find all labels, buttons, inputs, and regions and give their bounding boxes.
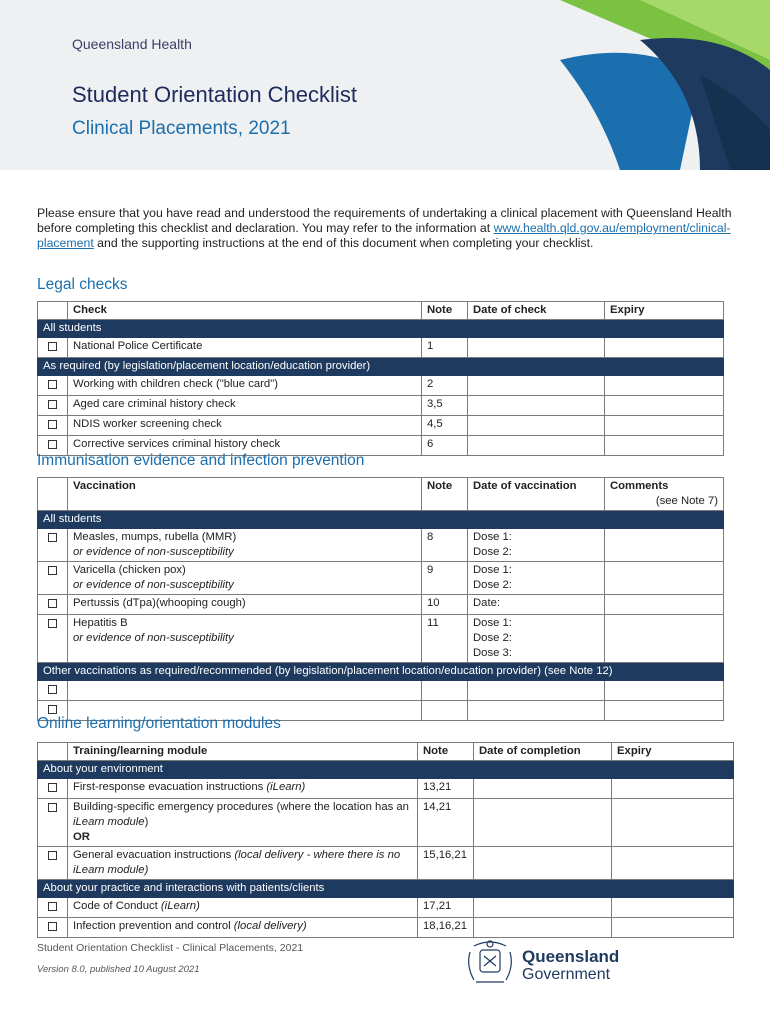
dose-field[interactable]: Dose 1: Dose 2: Dose 3:: [468, 615, 605, 663]
comments-field[interactable]: [605, 681, 724, 701]
comments-field[interactable]: [605, 595, 724, 615]
date-field[interactable]: [468, 416, 605, 436]
date-field[interactable]: [474, 847, 612, 880]
page-title: Student Orientation Checklist: [72, 82, 357, 107]
dose-field[interactable]: Date:: [468, 595, 605, 615]
col-note: Note: [422, 302, 468, 320]
footer-title: Student Orientation Checklist - Clinical Placements, 2021: [37, 942, 304, 954]
table-row: Corrective services criminal history check 6: [38, 436, 724, 456]
col-comments: Comments (see Note 7): [605, 478, 724, 511]
date-field[interactable]: [474, 799, 612, 847]
expiry-field[interactable]: [605, 436, 724, 456]
expiry-field[interactable]: [605, 416, 724, 436]
date-field[interactable]: [468, 338, 605, 358]
checkbox[interactable]: [38, 681, 68, 701]
checkbox[interactable]: [38, 529, 68, 562]
legal-checks-heading: Legal checks: [37, 276, 128, 293]
checkbox[interactable]: [38, 595, 68, 615]
col-date-of-check: Date of check: [468, 302, 605, 320]
expiry-field[interactable]: [612, 898, 734, 918]
section-band: Other vaccinations as required/recommended (by legislation/placement location/education provider) (see Note 12): [38, 663, 724, 681]
checkbox[interactable]: [38, 898, 68, 918]
page-subtitle: Clinical Placements, 2021: [72, 118, 291, 139]
table-row: Code of Conduct (iLearn) 17,21: [38, 898, 734, 918]
table-row: NDIS worker screening check 4,5: [38, 416, 724, 436]
table-header-row: [38, 478, 724, 511]
section-band: About your practice and interactions with patients/clients: [38, 880, 734, 898]
date-field[interactable]: [468, 681, 605, 701]
checkbox[interactable]: [38, 799, 68, 847]
checkbox[interactable]: [38, 416, 68, 436]
dose-field[interactable]: Dose 1: Dose 2:: [468, 562, 605, 595]
checkbox[interactable]: [38, 338, 68, 358]
immunisation-heading: Immunisation evidence and infection prevention: [37, 452, 365, 469]
date-field[interactable]: [474, 918, 612, 938]
section-band: All students: [38, 320, 724, 338]
col-note: Note: [422, 478, 468, 511]
col-vaccination: Vaccination: [68, 478, 422, 511]
footer-version: Version 8.0, published 10 August 2021: [37, 964, 200, 975]
date-field[interactable]: [468, 396, 605, 416]
date-field[interactable]: [468, 436, 605, 456]
vaccination-field[interactable]: [68, 681, 422, 701]
expiry-field[interactable]: [612, 779, 734, 799]
table-row: Varicella (chicken pox) or evidence of non-susceptibility 9 Dose 1: Dose 2:: [38, 562, 724, 595]
section-band: As required (by legislation/placement location/education provider): [38, 358, 724, 376]
checkbox[interactable]: [38, 376, 68, 396]
legal-checks-table: [37, 301, 724, 456]
comments-field[interactable]: [605, 701, 724, 721]
date-field[interactable]: [474, 779, 612, 799]
col-module: Training/learning module: [68, 743, 418, 761]
table-row: Pertussis (dTpa)(whooping cough) 10 Date:: [38, 595, 724, 615]
section-band: All students: [38, 511, 724, 529]
expiry-field[interactable]: [605, 376, 724, 396]
page-header: [0, 0, 770, 170]
checkbox[interactable]: [38, 918, 68, 938]
table-row: First-response evacuation instructions (iLearn) 13,21: [38, 779, 734, 799]
checkbox[interactable]: [38, 396, 68, 416]
table-row: National Police Certificate 1: [38, 338, 724, 358]
col-check: Check: [68, 302, 422, 320]
date-field[interactable]: [468, 701, 605, 721]
intro-paragraph: [37, 206, 737, 252]
dose-field[interactable]: Dose 1: Dose 2:: [468, 529, 605, 562]
comments-field[interactable]: [605, 562, 724, 595]
table-row: [38, 681, 724, 701]
comments-field[interactable]: [605, 615, 724, 663]
online-learning-heading: Online learning/orientation modules: [37, 715, 281, 732]
intro-text-1: Please ensure that you have read and understood the requirements of undertaking a clinical placement with Queensland Health before completing this checklist and declaration. You may refer to the information at: [37, 206, 732, 236]
intro-text-2: and the supporting instructions at the end of this document when completing your checklist.: [93, 236, 594, 251]
gov-logo-line2: Government: [522, 966, 611, 983]
expiry-field[interactable]: [605, 396, 724, 416]
col-expiry: Expiry: [605, 302, 724, 320]
expiry-field[interactable]: [612, 799, 734, 847]
col-expiry: Expiry: [612, 743, 734, 761]
table-row: Working with children check ("blue card") 2: [38, 376, 724, 396]
table-row: Measles, mumps, rubella (MMR) or evidence of non-susceptibility 8 Dose 1: Dose 2:: [38, 529, 724, 562]
expiry-field[interactable]: [612, 847, 734, 880]
table-row: Hepatitis B or evidence of non-susceptibility 11 Dose 1: Dose 2: Dose 3:: [38, 615, 724, 663]
checkbox[interactable]: [38, 847, 68, 880]
checkbox[interactable]: [38, 615, 68, 663]
expiry-field[interactable]: [605, 338, 724, 358]
col-date-of-vaccination: Date of vaccination: [468, 478, 605, 511]
col-date-of-completion: Date of completion: [474, 743, 612, 761]
col-note: Note: [418, 743, 474, 761]
table-header-row: [38, 302, 724, 320]
brand-name: Queensland Health: [72, 36, 192, 52]
online-learning-table: [37, 742, 734, 938]
date-field[interactable]: [474, 898, 612, 918]
gov-logo-line1: Queensland: [522, 947, 620, 966]
section-band: About your environment: [38, 761, 734, 779]
table-header-row: [38, 743, 734, 761]
table-row: Building-specific emergency procedures (where the location has an iLearn module) OR 14,21: [38, 799, 734, 847]
table-row: Infection prevention and control (local delivery) 18,16,21: [38, 918, 734, 938]
expiry-field[interactable]: [612, 918, 734, 938]
checkbox[interactable]: [38, 562, 68, 595]
date-field[interactable]: [468, 376, 605, 396]
comments-field[interactable]: [605, 529, 724, 562]
immunisation-table: [37, 477, 724, 721]
clinical-placement-link[interactable]: www.health.qld.gov.au/employment/clinical-placement: [37, 221, 731, 251]
table-row: General evacuation instructions (local delivery - where there is no iLearn module) 15,16,21: [38, 847, 734, 880]
checkbox[interactable]: [38, 779, 68, 799]
table-row: Aged care criminal history check 3,5: [38, 396, 724, 416]
